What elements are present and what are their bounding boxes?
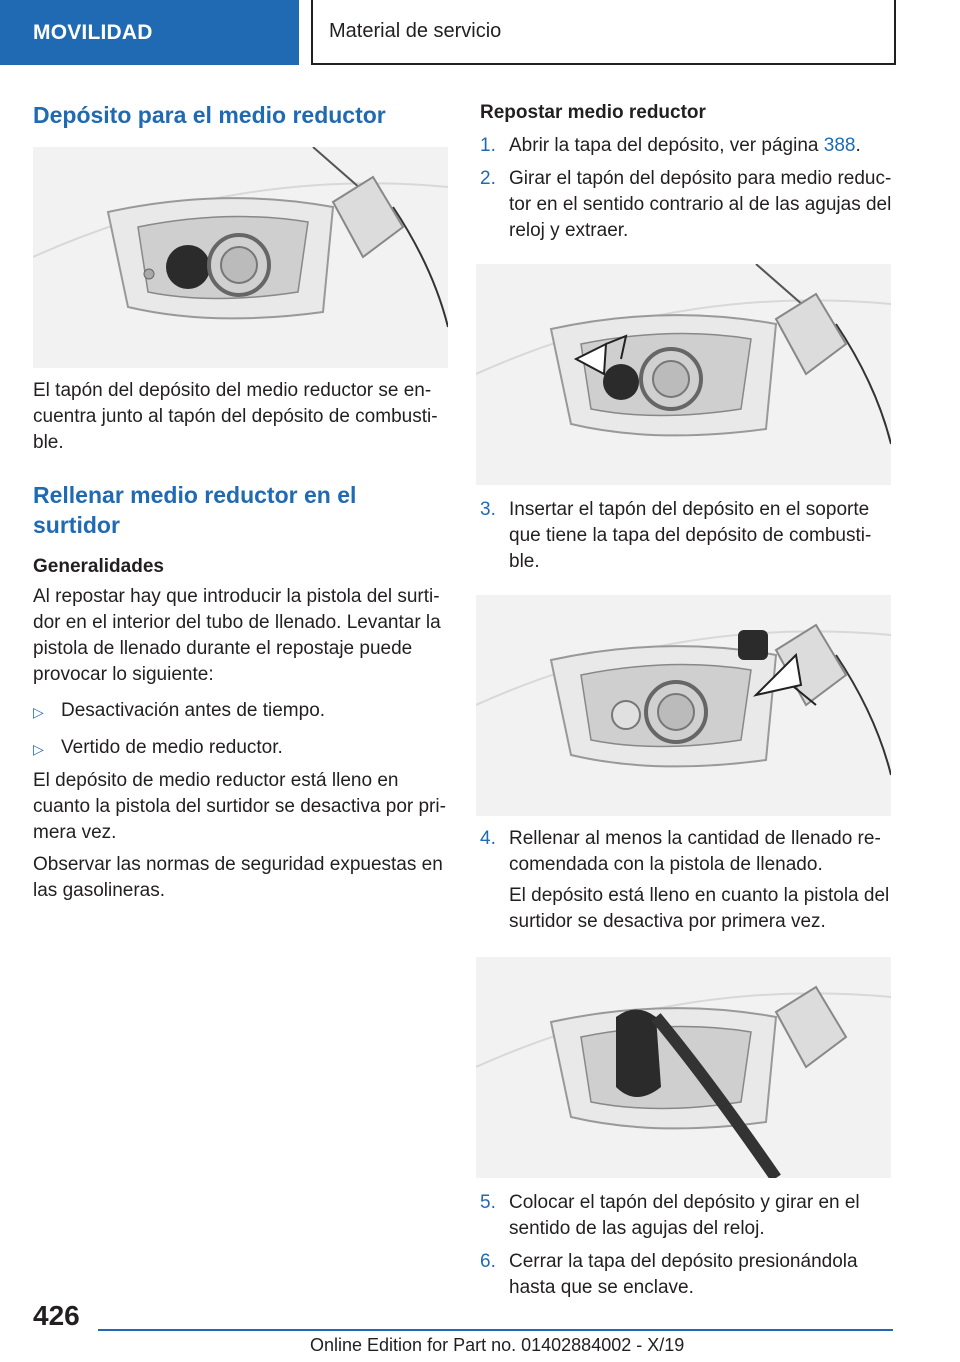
right-column xyxy=(480,100,892,1301)
paragraph: Observar las normas de seguridad expuestas en las gasolineras. xyxy=(33,854,443,901)
step-item xyxy=(480,497,892,575)
paragraph: El depósito de medio reductor está lleno en cuanto la pistola del surtidor se desactiva por pri-mera vez. xyxy=(33,770,446,843)
figure-cap-holder xyxy=(476,595,891,816)
page-title: Depósito para el medio reductor xyxy=(33,102,386,128)
subsection-tab xyxy=(311,0,896,65)
footer-divider xyxy=(98,1329,893,1331)
page-link[interactable]: 388 xyxy=(823,135,856,156)
figure-fuel-nozzle xyxy=(476,957,891,1178)
step-number: 2. xyxy=(480,168,496,189)
step-number: 5. xyxy=(480,1192,496,1213)
edition-note: Online Edition for Part no. 01402884002 - X/19 xyxy=(310,1335,685,1355)
page-number: 426 xyxy=(33,1300,80,1331)
step-number: 4. xyxy=(480,828,496,849)
triangle-right-icon: ▷ xyxy=(33,704,44,720)
step-item xyxy=(480,1190,892,1242)
left-column xyxy=(33,100,448,904)
step-item xyxy=(480,826,892,935)
step-number: 6. xyxy=(480,1251,496,1272)
subsection-label: Material de servicio xyxy=(329,20,502,42)
step-item xyxy=(480,166,892,244)
step-text: Colocar el tapón del depósito y girar en el sentido de las agujas del reloj. xyxy=(509,1192,860,1239)
intro-paragraph: Al repostar hay que introducir la pistola del surti-dor en el interior del tubo de llenado. Levantar la pistola de llenado durante el repostaje puede provocar lo siguiente: xyxy=(33,586,441,685)
step-text: Girar el tapón del depósito para medio reduc-tor en el sentido contrario al de las agujas del reloj y extraer. xyxy=(509,168,892,241)
section-title: Rellenar medio reductor en el surtidor xyxy=(33,482,357,538)
step-text-end: . xyxy=(855,135,861,156)
list-item xyxy=(33,735,448,762)
bullet-text: Desactivación antes de tiempo. xyxy=(61,700,326,721)
step-text: Rellenar al menos la cantidad de llenado re-comendada con la pistola de llenado. xyxy=(509,828,881,875)
figure-remove-cap xyxy=(476,264,891,485)
step-text: Cerrar la tapa del depósito presionándola hasta que se enclave. xyxy=(509,1251,858,1298)
bullet-text: Vertido de medio reductor. xyxy=(61,737,283,758)
step-item xyxy=(480,133,892,159)
section-tab xyxy=(0,0,299,65)
step-number: 3. xyxy=(480,499,496,520)
caption: El tapón del depósito del medio reductor se en-cuentra junto al tapón del depósito de combusti-ble. xyxy=(33,380,438,453)
step-number: 1. xyxy=(480,135,496,156)
figure-tank-caps xyxy=(33,147,448,368)
subheading: Generalidades xyxy=(33,556,164,577)
section-label: MOVILIDAD xyxy=(33,20,153,44)
step-extra: El depósito está lleno en cuanto la pistola del surtidor se desactiva por primera vez. xyxy=(509,885,890,932)
step-text: Insertar el tapón del depósito en el soporte que tiene la tapa del depósito de combusti-ble. xyxy=(509,499,872,572)
triangle-right-icon: ▷ xyxy=(33,741,44,757)
list-item xyxy=(33,698,448,725)
step-text: Abrir la tapa del depósito, ver página xyxy=(509,135,824,156)
steps-heading: Repostar medio reductor xyxy=(480,102,706,123)
step-item xyxy=(480,1249,892,1301)
